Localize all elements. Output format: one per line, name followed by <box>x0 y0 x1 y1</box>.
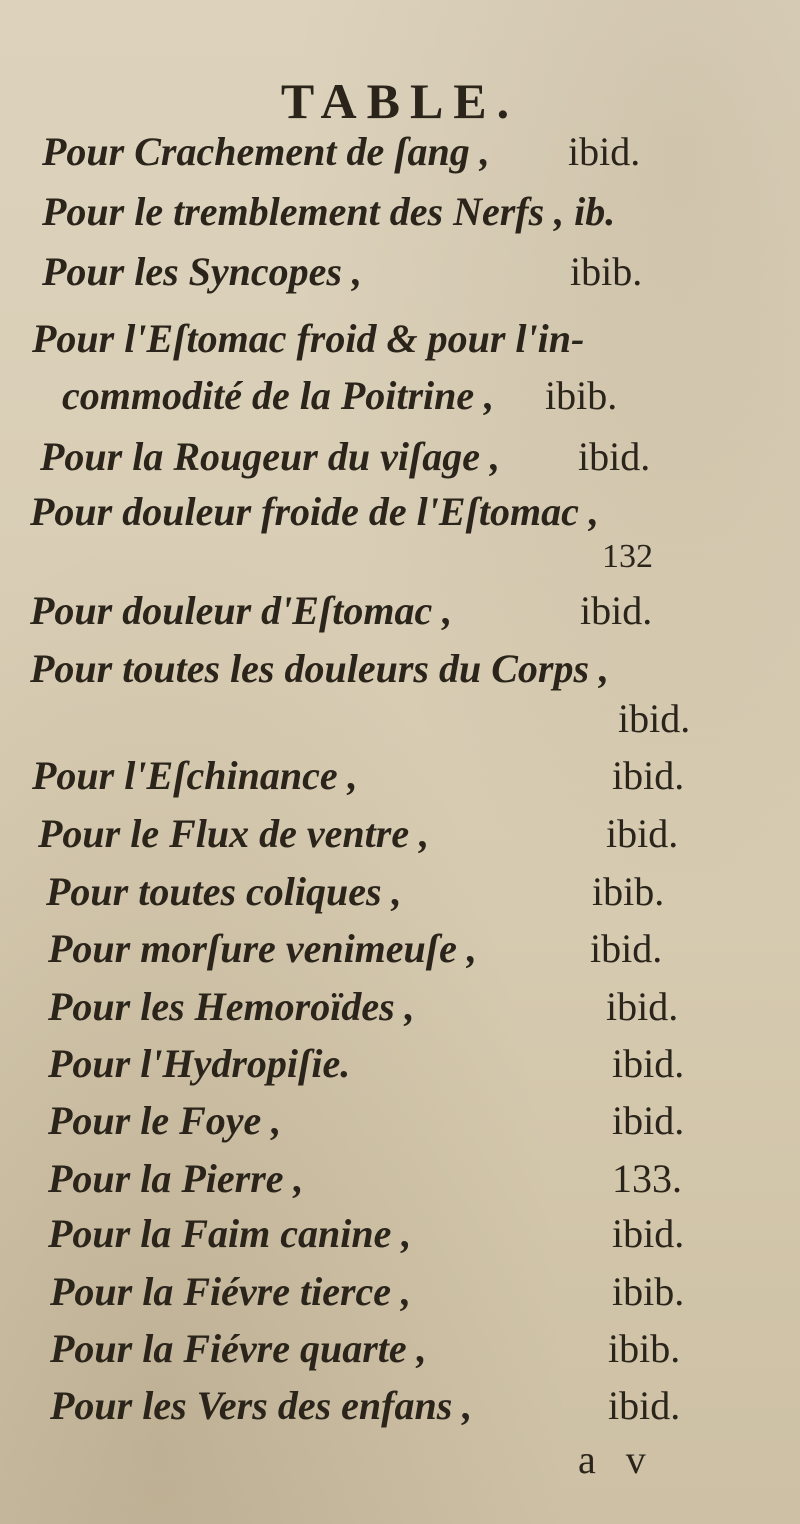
signature-mark: a v <box>578 1437 656 1482</box>
entry-label: Pour douleur froide de l'Eſtomac , <box>30 489 599 534</box>
entry-ref: ibid. <box>590 926 663 971</box>
list-item <box>0 1268 800 1328</box>
list-item <box>0 868 800 928</box>
entry-ref: ibid. <box>612 1211 685 1256</box>
entry-ref: ibib. <box>545 373 618 418</box>
list-item <box>0 1325 800 1385</box>
list-item <box>0 752 800 812</box>
entry-ref: ibib. <box>608 1326 681 1371</box>
entry-label: Pour l'Hydropiſie. <box>48 1041 351 1086</box>
list-item <box>0 188 800 248</box>
entry-label: Pour les Vers des enfans , <box>50 1383 473 1428</box>
list-item <box>0 983 800 1043</box>
entry-ref: ibid. <box>580 588 653 633</box>
list-item <box>0 587 800 647</box>
list-item <box>0 1097 800 1157</box>
entry-label: Pour les Syncopes , <box>42 249 362 294</box>
list-item <box>0 128 800 188</box>
entry-ref: ibid. <box>606 811 679 856</box>
entry-label: Pour Crachement de ſang , <box>42 129 490 174</box>
entry-label: Pour morſure venimeuſe , <box>48 926 477 971</box>
entry-label: Pour le tremblement des Nerfs , ib. <box>42 189 616 234</box>
entry-label: Pour douleur d'Eſtomac , <box>30 588 453 633</box>
list-item <box>0 1040 800 1100</box>
entry-label: Pour la Rougeur du viſage , <box>40 434 501 479</box>
entry-ref: ibid. <box>612 753 685 798</box>
entry-ref: 133. <box>612 1156 682 1201</box>
list-item <box>0 315 800 375</box>
entry-ref: ibid. <box>608 1383 681 1428</box>
entry-label: Pour la Fiévre tierce , <box>50 1269 412 1314</box>
list-item <box>0 1382 800 1442</box>
entry-ref: ibid. <box>612 1041 685 1086</box>
entry-label: Pour toutes coliques , <box>46 869 402 914</box>
list-item <box>0 810 800 870</box>
entry-label: commodité de la Poitrine , <box>62 373 495 418</box>
entry-ref: ibid. <box>568 129 641 174</box>
page-title: TABLE. <box>280 73 520 129</box>
entry-label: Pour la Pierre , <box>48 1156 304 1201</box>
list-item <box>0 695 800 755</box>
entry-ref: ibid. <box>612 1098 685 1143</box>
list-item <box>0 925 800 985</box>
list-item <box>0 433 800 493</box>
entry-label: Pour l'Eſtomac froid & pour l'in- <box>32 316 585 361</box>
entry-ref: 132 <box>602 538 653 575</box>
list-item <box>0 1155 800 1215</box>
list-item <box>0 248 800 308</box>
entry-label: Pour la Faim canine , <box>48 1211 412 1256</box>
entry-ref: ibib. <box>612 1269 685 1314</box>
list-item <box>0 372 800 432</box>
entry-ref: ibib. <box>592 869 665 914</box>
entry-label: Pour toutes les douleurs du Corps , <box>30 646 610 691</box>
list-item <box>0 1210 800 1270</box>
entry-label: Pour la Fiévre quarte , <box>50 1326 427 1371</box>
entry-label: Pour les Hemoroïdes , <box>48 984 415 1029</box>
entry-label: Pour le Flux de ventre , <box>38 811 430 856</box>
entry-label: Pour l'Eſchinance , <box>32 753 358 798</box>
entry-ref: ibid. <box>578 434 651 479</box>
entry-ref: ibid. <box>618 696 691 741</box>
entry-ref: ibid. <box>606 984 679 1029</box>
entry-label: Pour le Foye , <box>48 1098 282 1143</box>
entry-ref: ibib. <box>570 249 643 294</box>
